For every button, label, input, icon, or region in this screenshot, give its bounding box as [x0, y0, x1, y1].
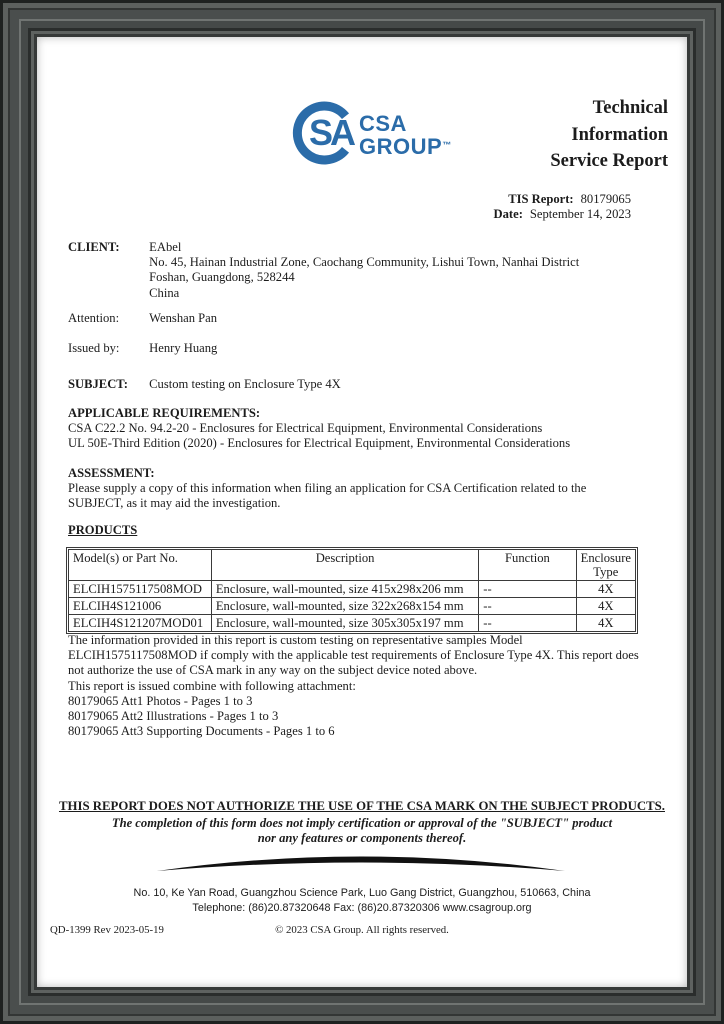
col-header-description: Description [211, 550, 478, 581]
client-address-line1: No. 45, Hainan Industrial Zone, Caochang Community, Lishui Town, Nanhai District [149, 255, 580, 270]
note-line: ELCIH1575117508MOD if comply with the applicable test requirements of Enclosure Type 4X. This report does [68, 648, 639, 663]
title-line-1: Technical [592, 98, 668, 118]
requirement-line1: CSA C22.2 No. 94.2-20 - Enclosures for Electrical Equipment, Environmental Considerations [68, 421, 543, 436]
tis-report-row [494, 192, 631, 207]
report-meta [494, 192, 631, 222]
wordmark-line1: CSA [359, 111, 407, 136]
assessment-line1: Please supply a copy of this information when filing an application for CSA Certification related to the [68, 481, 587, 496]
wordmark-line2: GROUP [359, 133, 443, 159]
tis-report-number: 80179065 [580, 192, 631, 206]
note-line: not authorize the use of CSA mark in any way on the subject device noted above. [68, 663, 478, 678]
client-label: CLIENT: [68, 240, 120, 254]
attention-value: Wenshan Pan [149, 311, 218, 325]
csa-logo-mark-icon [292, 100, 358, 170]
report-notes [68, 633, 639, 739]
report-page [37, 37, 687, 987]
date-label: Date: [493, 207, 523, 222]
copyright-notice: © 2023 CSA Group. All rights reserved. [275, 924, 449, 936]
note-line: The information provided in this report is custom testing on representative samples Model [68, 633, 523, 647]
cell-enclosure-type: 4X [576, 581, 635, 598]
applicable-requirements [68, 406, 570, 452]
cell-model: ELCIH4S121006 [69, 598, 212, 615]
client-block [68, 240, 579, 301]
trademark-symbol: ™ [442, 139, 452, 150]
disclaimer-line1: The completion of this form does not imply certification or approval of the "SUBJECT" product [111, 816, 613, 830]
issued-by-label: Issued by: [68, 341, 120, 355]
subject-value: Custom testing on Enclosure Type 4X [149, 377, 341, 391]
footer-contact: Telephone: (86)20.87320648 Fax: (86)20.87320306 www.csagroup.org [192, 902, 532, 914]
cell-enclosure-type: 4X [576, 615, 635, 632]
table-row [69, 581, 636, 598]
subject-label: SUBJECT: [68, 377, 128, 391]
client-address-line2: Foshan, Guangdong, 528244 [149, 270, 295, 285]
requirement-line2: UL 50E-Third Edition (2020) - Enclosures for Electrical Equipment, Environmental Considerations [68, 436, 571, 451]
form-code: QD-1399 Rev 2023-05-19 [50, 924, 164, 936]
tis-report-label: TIS Report: [508, 192, 574, 206]
table-row [69, 598, 636, 615]
csa-group-wordmark [359, 111, 452, 159]
cell-description: Enclosure, wall-mounted, size 305x305x197 mm [211, 615, 478, 632]
note-line: 80179065 Att1 Photos - Pages 1 to 3 [68, 693, 253, 708]
client-address-line3: China [149, 285, 180, 300]
issued-by-row [68, 341, 217, 356]
title-line-2: Information [571, 124, 668, 145]
client-name: EAbel [149, 240, 182, 254]
title-line-3: Service Report [550, 151, 668, 171]
date-row [494, 207, 631, 222]
document-title [550, 95, 668, 175]
issued-by-value: Henry Huang [149, 341, 218, 355]
products-table [66, 547, 638, 634]
csa-mark-letters: SA [309, 112, 354, 153]
cell-model: ELCIH4S121207MOD01 [69, 615, 212, 632]
footer-address: No. 10, Ke Yan Road, Guangzhou Science Park, Luo Gang District, Guangzhou, 510663, China [133, 887, 591, 899]
date-value: September 14, 2023 [529, 207, 631, 222]
cell-description: Enclosure, wall-mounted, size 322x268x154 mm [211, 598, 478, 615]
cell-function: -- [479, 615, 576, 632]
disclaimer-line2: nor any features or components thereof. [257, 831, 467, 845]
note-line: 80179065 Att2 Illustrations - Pages 1 to 3 [68, 709, 279, 724]
attention-label: Attention: [68, 311, 120, 325]
applicable-requirements-heading: APPLICABLE REQUIREMENTS: [68, 406, 261, 420]
assessment [68, 466, 586, 512]
attention-row [68, 311, 217, 326]
cell-model: ELCIH1575117508MOD [69, 581, 212, 598]
cell-description: Enclosure, wall-mounted, size 415x298x206 mm [211, 581, 478, 598]
assessment-line2: SUBJECT, as it may aid the investigation. [68, 496, 281, 511]
products-heading: PRODUCTS [68, 523, 138, 537]
table-header-row [69, 550, 636, 581]
cell-function: -- [479, 581, 576, 598]
col-header-model: Model(s) or Part No. [69, 550, 212, 581]
swoosh-divider [155, 849, 567, 879]
note-line: 80179065 Att3 Supporting Documents - Pages 1 to 6 [68, 724, 335, 739]
note-line: This report is issued combine with following attachment: [68, 678, 356, 693]
table-row [69, 615, 636, 632]
client-details [149, 240, 579, 301]
subject-row [68, 377, 341, 392]
disclaimer-title: THIS REPORT DOES NOT AUTHORIZE THE USE OF THE CSA MARK ON THE SUBJECT PRODUCTS. [58, 799, 665, 813]
cell-function: -- [479, 598, 576, 615]
cell-enclosure-type: 4X [576, 598, 635, 615]
col-header-enclosure-type: Enclosure Type [576, 550, 635, 581]
col-header-function: Function [479, 550, 576, 581]
assessment-heading: ASSESSMENT: [68, 466, 155, 480]
